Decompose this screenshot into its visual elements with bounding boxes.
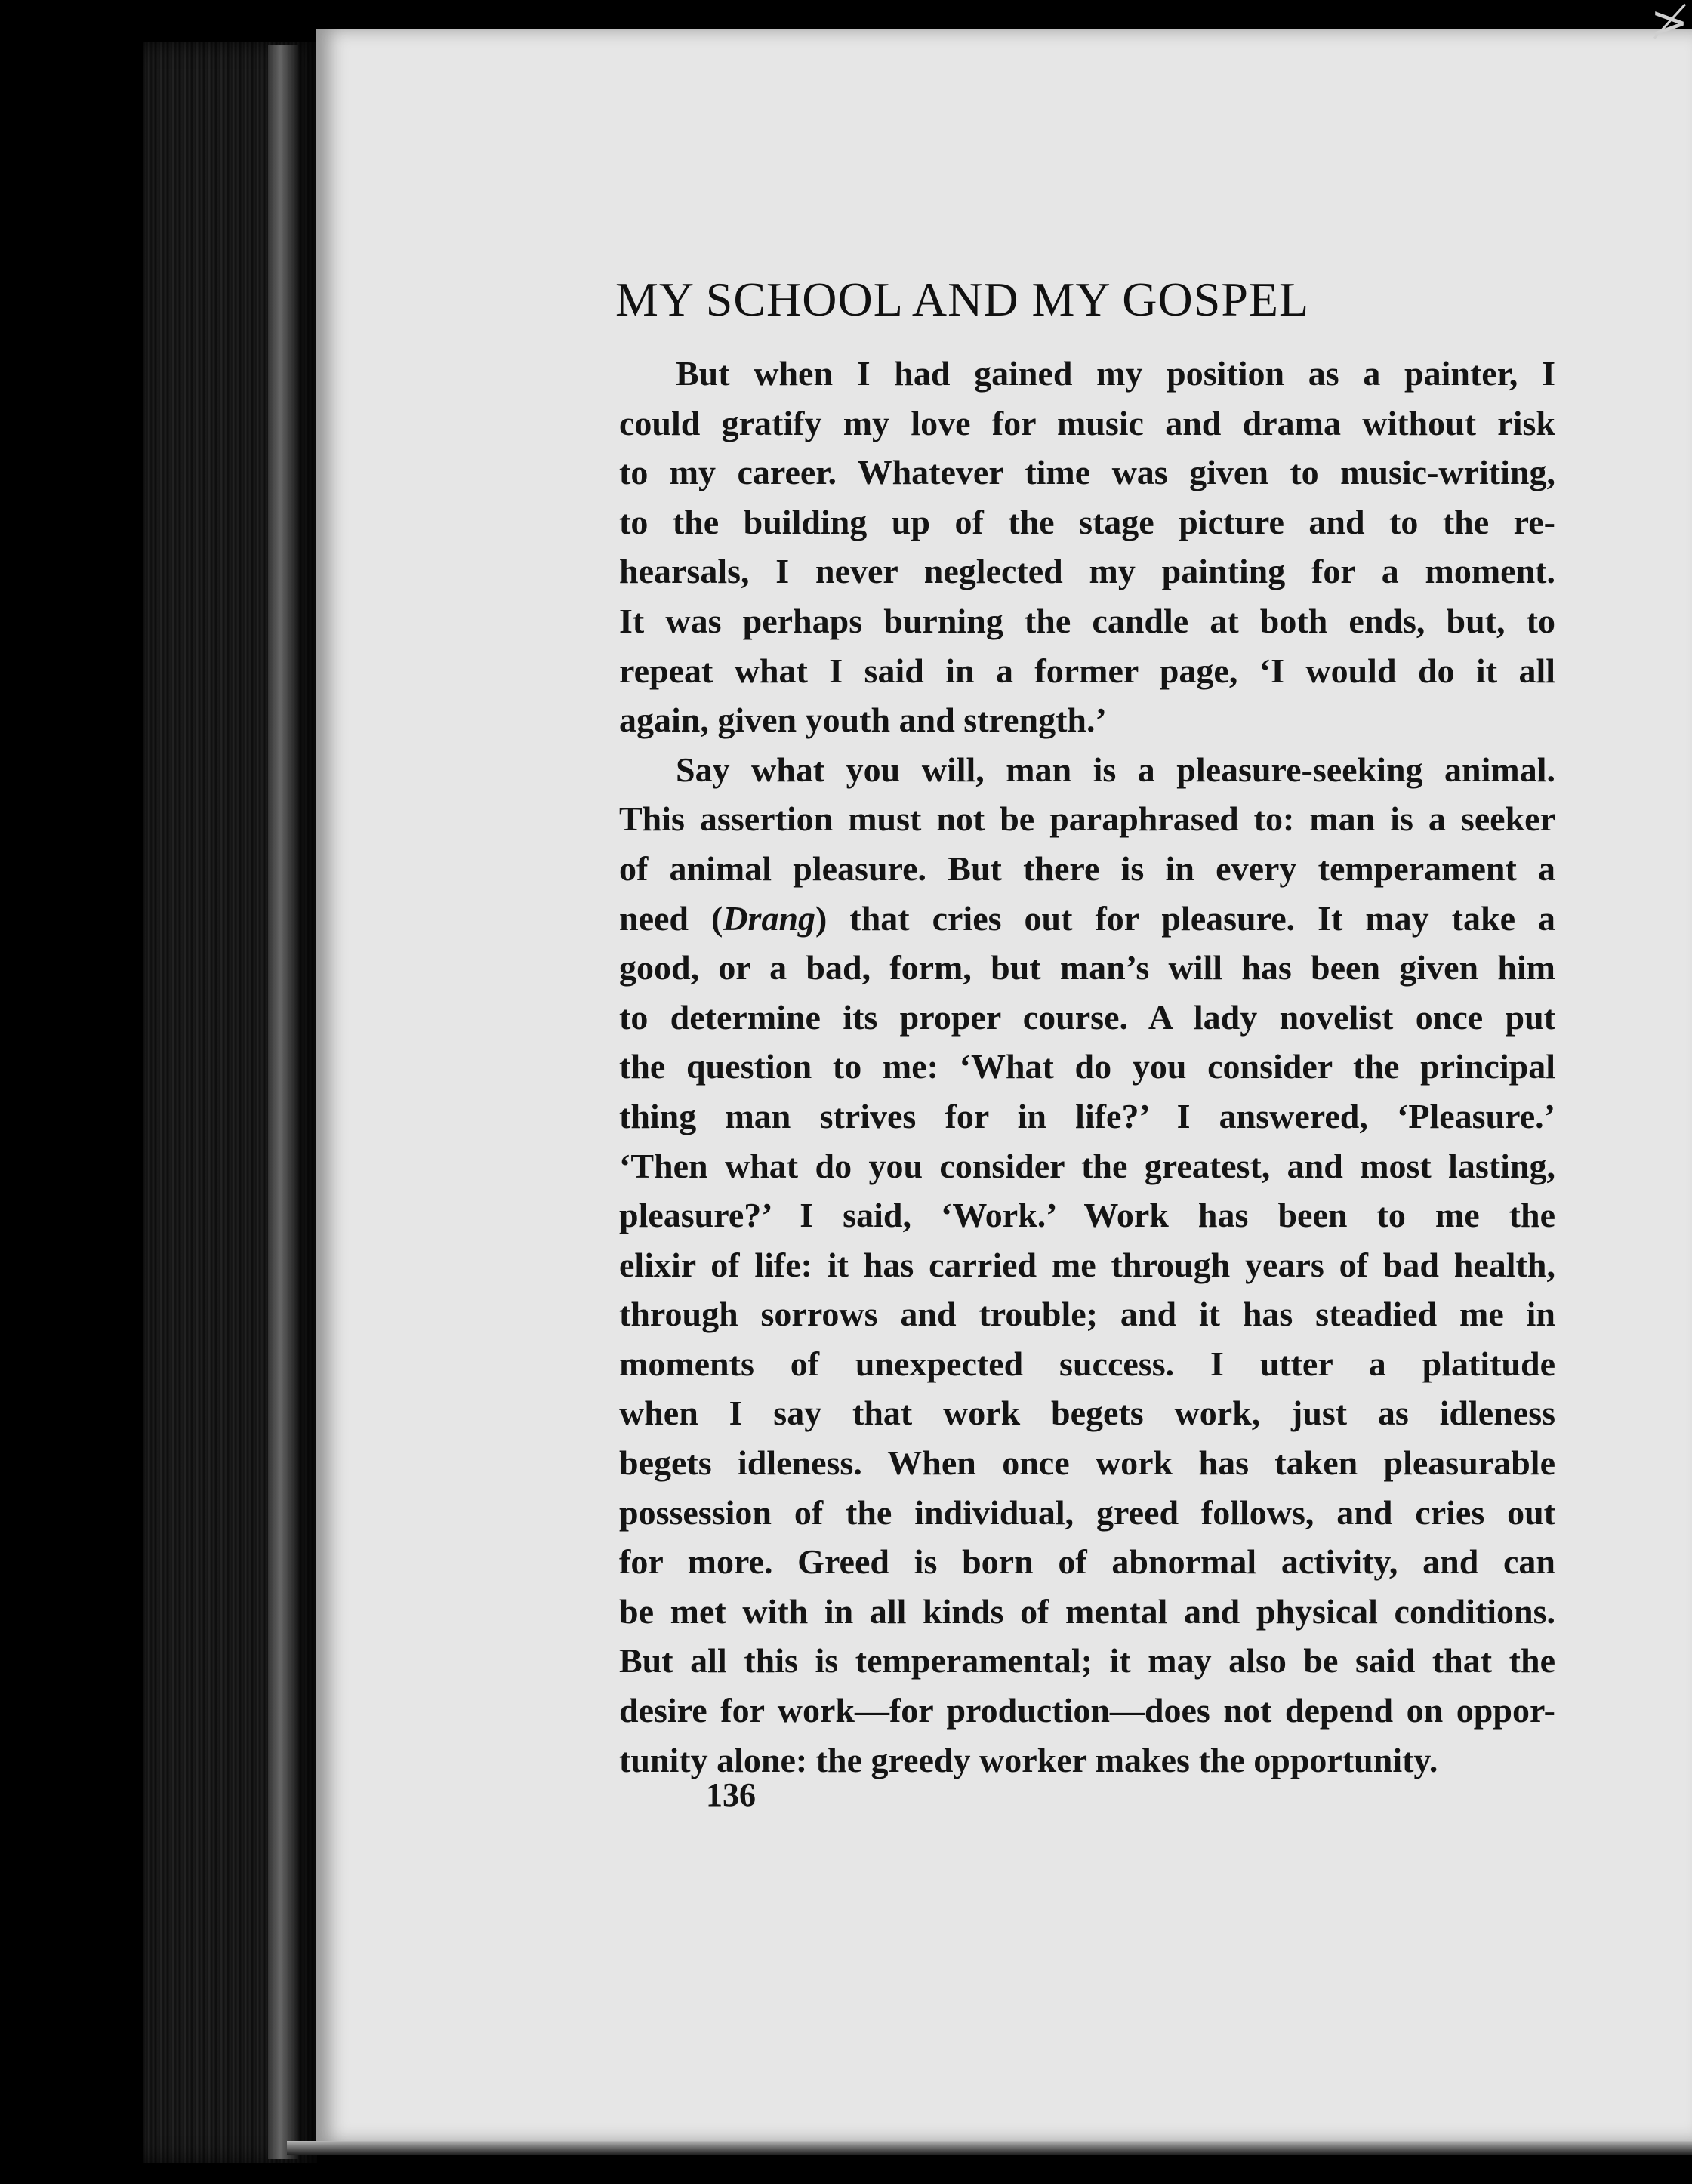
text-line: But all this is temperamental; it may also be said that the	[619, 1641, 1555, 1680]
text-line: possession of the individual, greed follows, and cries out	[619, 1492, 1555, 1532]
text-line: could gratify my love for music and drama without risk	[619, 403, 1555, 442]
text-line: for more. Greed is born of abnormal activity, and can	[619, 1542, 1555, 1582]
text-line: of animal pleasure. But there is in every temperament a	[619, 849, 1555, 888]
text-line: again, given youth and strength.’	[619, 701, 1107, 740]
text-line: moments of unexpected success. I utter a platitude	[619, 1344, 1555, 1383]
text-line: ‘Then what do you consider the greatest, and most lasting,	[619, 1146, 1555, 1185]
text-line: This assertion must not be paraphrased to: man is a seeker	[619, 799, 1555, 839]
text-line: But when I had gained my position as a painter, I	[676, 354, 1555, 393]
text-line: repeat what I said in a former page, ‘I would do it all	[619, 651, 1555, 690]
text-line: need (Drang) that cries out for pleasure. It may take a	[619, 898, 1555, 938]
page-number: 136	[706, 1776, 756, 1813]
running-head: MY SCHOOL AND MY GOSPEL	[615, 273, 1310, 326]
text-line: when I say that work begets work, just as idleness	[619, 1394, 1555, 1433]
body-text	[619, 349, 1555, 1785]
text-line: to determine its proper course. A lady novelist once put	[619, 997, 1555, 1037]
text-line: tunity alone: the greedy worker makes the opportunity.	[619, 1740, 1438, 1779]
text-line: through sorrows and trouble; and it has steadied me in	[619, 1295, 1555, 1334]
book-edge-highlight	[268, 45, 298, 2159]
text-line: begets idleness. When once work has taken pleasurable	[619, 1443, 1555, 1483]
text-line: hearsals, I never neglected my painting for a moment.	[619, 552, 1555, 591]
text-line: good, or a bad, form, but man’s will has been given him	[619, 948, 1555, 987]
italic-word: Drang	[723, 898, 816, 938]
text-line: be met with in all kinds of mental and physical conditions.	[619, 1591, 1555, 1631]
text-line: to my career. Whatever time was given to music-writing,	[619, 453, 1555, 492]
text-line: It was perhaps burning the candle at both ends, but, to	[619, 601, 1555, 640]
corner-mark: ≯	[1650, 0, 1689, 49]
text-line: to the building up of the stage picture and to the re-	[619, 502, 1555, 541]
text-line: Say what you will, man is a pleasure-seeking animal.	[676, 750, 1555, 789]
page-bottom-edge	[287, 2141, 1692, 2155]
text-line: thing man strives for in life?’ I answered, ‘Pleasure.’	[619, 1096, 1555, 1135]
text-line: desire for work—for production—does not depend on oppor-	[619, 1691, 1555, 1730]
text-line: elixir of life: it has carried me through years of bad health,	[619, 1245, 1555, 1284]
text-line: the question to me: ‘What do you consider the principal	[619, 1047, 1555, 1086]
text-line: pleasure?’ I said, ‘Work.’ Work has been to me the	[619, 1196, 1555, 1235]
